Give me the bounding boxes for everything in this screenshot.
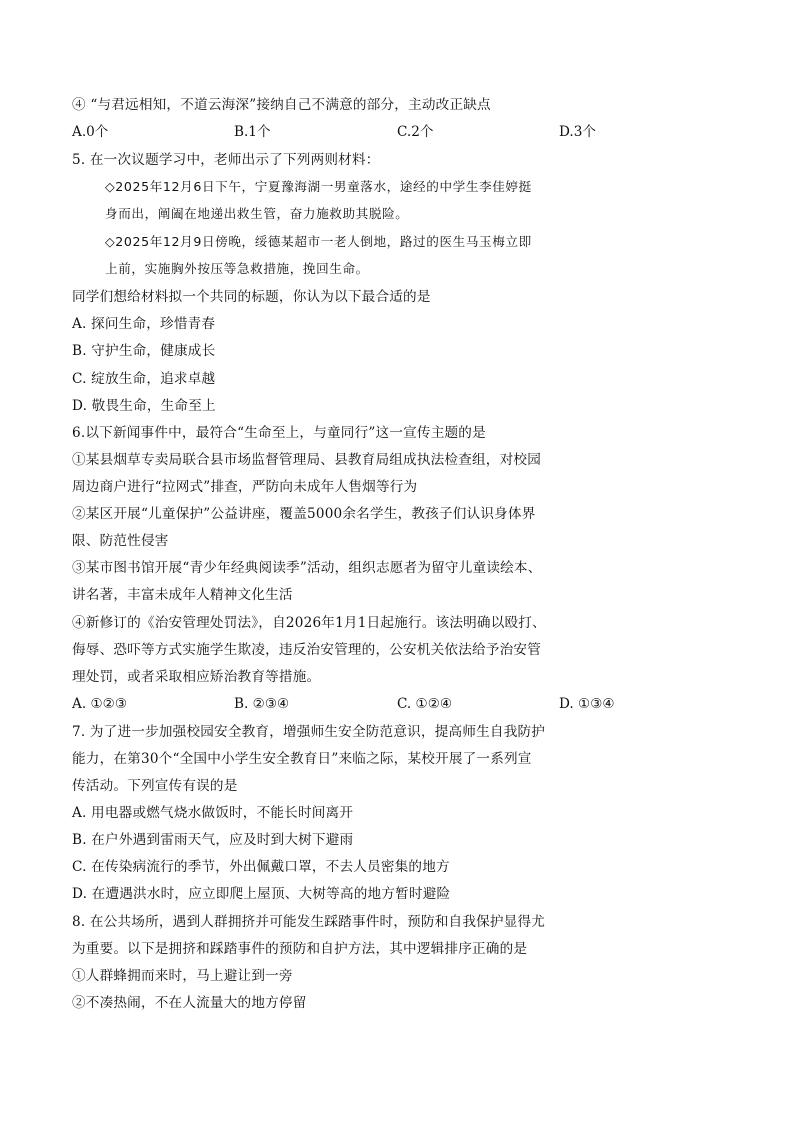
q6-statement-3-line-1: ③某市图书馆开展“青少年经典阅读季”活动，组织志愿者为留守儿童读绘本、: [72, 560, 542, 576]
q7-option-b: B. 在户外遇到雷雨天气，应及时到大树下避雨: [72, 832, 354, 848]
q4-option-a: A.0个: [72, 124, 109, 140]
q6-statement-4-line-1: ④新修订的《治安管理处罚法》，自2026年1月1日起施行。该法明确以殴打、: [72, 615, 546, 631]
q5-option-b: B. 守护生命，健康成长: [72, 343, 216, 359]
q4-option-c: C.2个: [397, 124, 434, 140]
q6-statement-2-line-1: ②某区开展“儿童保护”公益讲座，覆盖5000余名学生，教孩子们认识身体界: [72, 506, 536, 522]
q5-stem: 5. 在一次议题学习中，老师出示了下列两则材料：: [72, 152, 380, 168]
q4-statement-4: ④ “与君远相知，不道云海深”接纳自己不满意的部分，主动改正缺点: [72, 97, 491, 113]
q8-statement-2: ②不凑热闹，不在人流量大的地方停留: [72, 995, 307, 1011]
q7-option-c: C. 在传染病流行的季节，外出佩戴口罩，不去人员密集的地方: [72, 859, 450, 875]
q5-material-1-line-1: ◇2025年12月6日下午，宁夏豫海湖一男童落水，途经的中学生李佳婷挺: [105, 179, 532, 194]
q5-option-c: C. 绽放生命，追求卓越: [72, 371, 216, 387]
q6-statement-4-line-2: 侮辱、恐吓等方式实施学生欺凌，违反治安管理的，公安机关依法给予治安管: [72, 642, 541, 658]
q6-statement-1-line-1: ①某县烟草专卖局联合县市场监督管理局、县教育局组成执法检查组，对校园: [72, 452, 541, 468]
q7-stem-line-3: 传活动。下列宣传有误的是: [72, 778, 238, 794]
q7-option-a: A. 用电器或燃气烧水做饭时，不能长时间离开: [72, 805, 354, 821]
q5-question: 同学们想给材料拟一个共同的标题，你认为以下最合适的是: [72, 289, 431, 305]
q6-stem: 6.以下新闻事件中，最符合“生命至上，与童同行”这一宣传主题的是: [72, 425, 486, 441]
q6-option-c: C. ①②④: [397, 696, 453, 712]
q8-stem-line-2: 为重要。以下是拥挤和踩踏事件的预防和自护方法，其中逻辑排序正确的是: [72, 941, 528, 957]
q5-option-a: A. 探问生命，珍惜青春: [72, 316, 216, 332]
q7-stem-line-1: 7. 为了进一步加强校园安全教育，增强师生安全防范意识，提高师生自我防护: [72, 724, 546, 740]
q5-option-d: D. 敬畏生命，生命至上: [72, 398, 216, 414]
q6-option-d: D. ①③④: [559, 696, 615, 712]
q6-option-a: A. ①②③: [72, 696, 128, 712]
q7-option-d: D. 在遭遇洪水时，应立即爬上屋顶、大树等高的地方暂时避险: [72, 886, 451, 902]
q8-statement-1: ①人群蜂拥而来时，马上避让到一旁: [72, 968, 293, 984]
q5-material-2-line-1: ◇2025年12月9日傍晚，绥德某超市一老人倒地，路过的医生马玉梅立即: [105, 234, 532, 249]
q6-statement-3-line-2: 讲名著，丰富未成年人精神文化生活: [72, 587, 293, 603]
q6-statement-1-line-2: 周边商户进行“拉网式”排查，严防向未成年人售烟等行为: [72, 479, 418, 495]
q6-statement-2-line-2: 限、防范性侵害: [72, 533, 169, 549]
q4-option-b: B.1个: [234, 124, 271, 140]
q7-stem-line-2: 能力，在第30个“全国中小学生安全教育日”来临之际，某校开展了一系列宣: [72, 751, 532, 767]
q4-option-d: D.3个: [559, 124, 596, 140]
q6-statement-4-line-3: 理处罚，或者采取相应矫治教育等措施。: [72, 669, 321, 685]
q5-material-2-line-2: 上前，实施胸外按压等急救措施，挽回生命。: [105, 261, 369, 276]
q6-option-b: B. ②③④: [234, 696, 290, 712]
q5-material-1-line-2: 身而出，阐阖在地递出救生管，奋力施救助其脱险。: [105, 206, 409, 221]
q8-stem-line-1: 8. 在公共场所，遇到人群拥挤并可能发生踩踏事件时，预防和自我保护显得尤: [72, 914, 546, 930]
